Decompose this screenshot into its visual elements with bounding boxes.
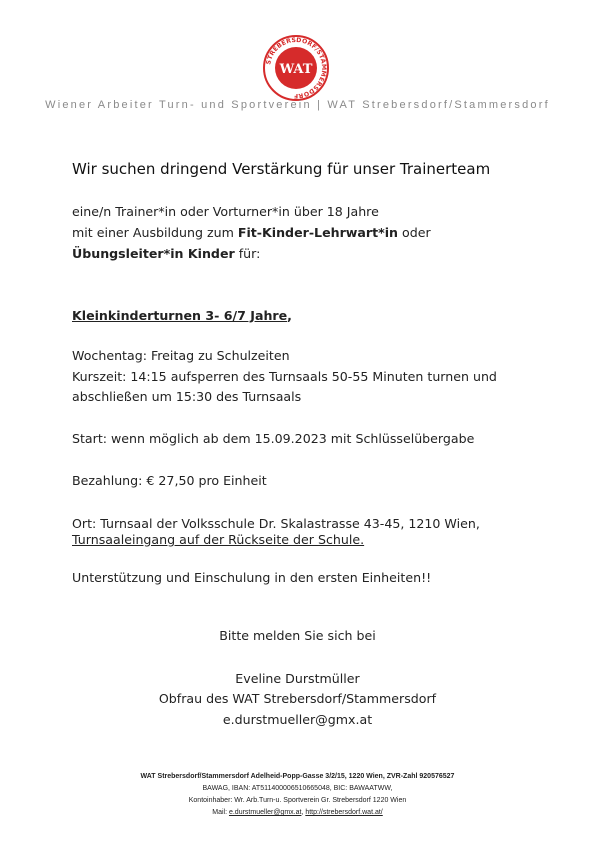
intro-line-3: Übungsleiter*in Kinder für: [72,246,261,261]
intro-line-1: eine/n Trainer*in oder Vorturner*in über 18 Jahre [72,204,379,219]
footer-web-link[interactable]: http://strebersdorf.wat.at/ [305,809,383,816]
contact-role: Obfrau des WAT Strebersdorf/Stammersdorf [158,691,437,706]
time-line-2: abschließen um 15:30 des Turnsaals [72,389,302,404]
payment-line: Bezahlung: € 27,50 pro Einheit [72,473,267,488]
contact-email[interactable]: e.durstmueller@gmx.at [222,712,373,727]
qualification-fit-kinder: Fit-Kinder-Lehrwart*in [237,225,399,240]
footer-account-holder: Kontoinhaber: Wr. Arb.Turn-u. Sportverein Gr. Strebersdorf 1220 Wien [188,797,407,804]
footer-bank: BAWAG, IBAN: AT511400006510665048, BIC: BAWAATWW, [202,785,393,792]
place-line-1: Ort: Turnsaal der Volksschule Dr. Skalastrasse 43-45, 1210 Wien, [72,516,480,531]
footer-mail-link[interactable]: e.durstmueller@gmx.at [228,809,302,816]
support-line: Unterstützung und Einschulung in den ersten Einheiten!! [72,570,432,585]
course-title: Kleinkinderturnen 3- 6/7 Jahre, [72,308,292,323]
weekday-line: Wochentag: Freitag zu Schulzeiten [72,348,290,363]
intro-block [72,201,431,264]
logo-letters: WAT [279,62,313,77]
page-heading: Wir suchen dringend Verstärkung für unser Trainerteam [72,160,491,178]
intro-line-2: mit einer Ausbildung zum Fit-Kinder-Lehrwart*in oder [72,225,431,240]
place-line-2: Turnsaaleingang auf der Rückseite der Schule. [72,532,365,547]
contact-name: Eveline Durstmüller [235,671,360,686]
club-subtitle: Wiener Arbeiter Turn- und Sportverein | WAT Strebersdorf/Stammersdorf [45,99,550,111]
logo-ring-text: STREBERSDORF/STAMMERSDORF [265,36,328,100]
contact-intro: Bitte melden Sie sich bei [219,628,376,643]
footer-address: WAT Strebersdorf/Stammersdorf Adelheid-Popp-Gasse 3/2/15, 1220 Wien, ZVR-Zahl 920576527 [140,773,455,780]
start-line: Start: wenn möglich ab dem 15.09.2023 mit Schlüsselübergabe [72,431,475,446]
time-line-1: Kurszeit: 14:15 aufsperren des Turnsaals 50-55 Minuten turnen und [72,369,497,384]
qualification-uebungsleiter: Übungsleiter*in Kinder [72,246,235,261]
footer-contact: Mail: e.durstmueller@gmx.at, http://strebersdorf.wat.at/ [212,809,383,816]
wat-logo [262,34,330,102]
